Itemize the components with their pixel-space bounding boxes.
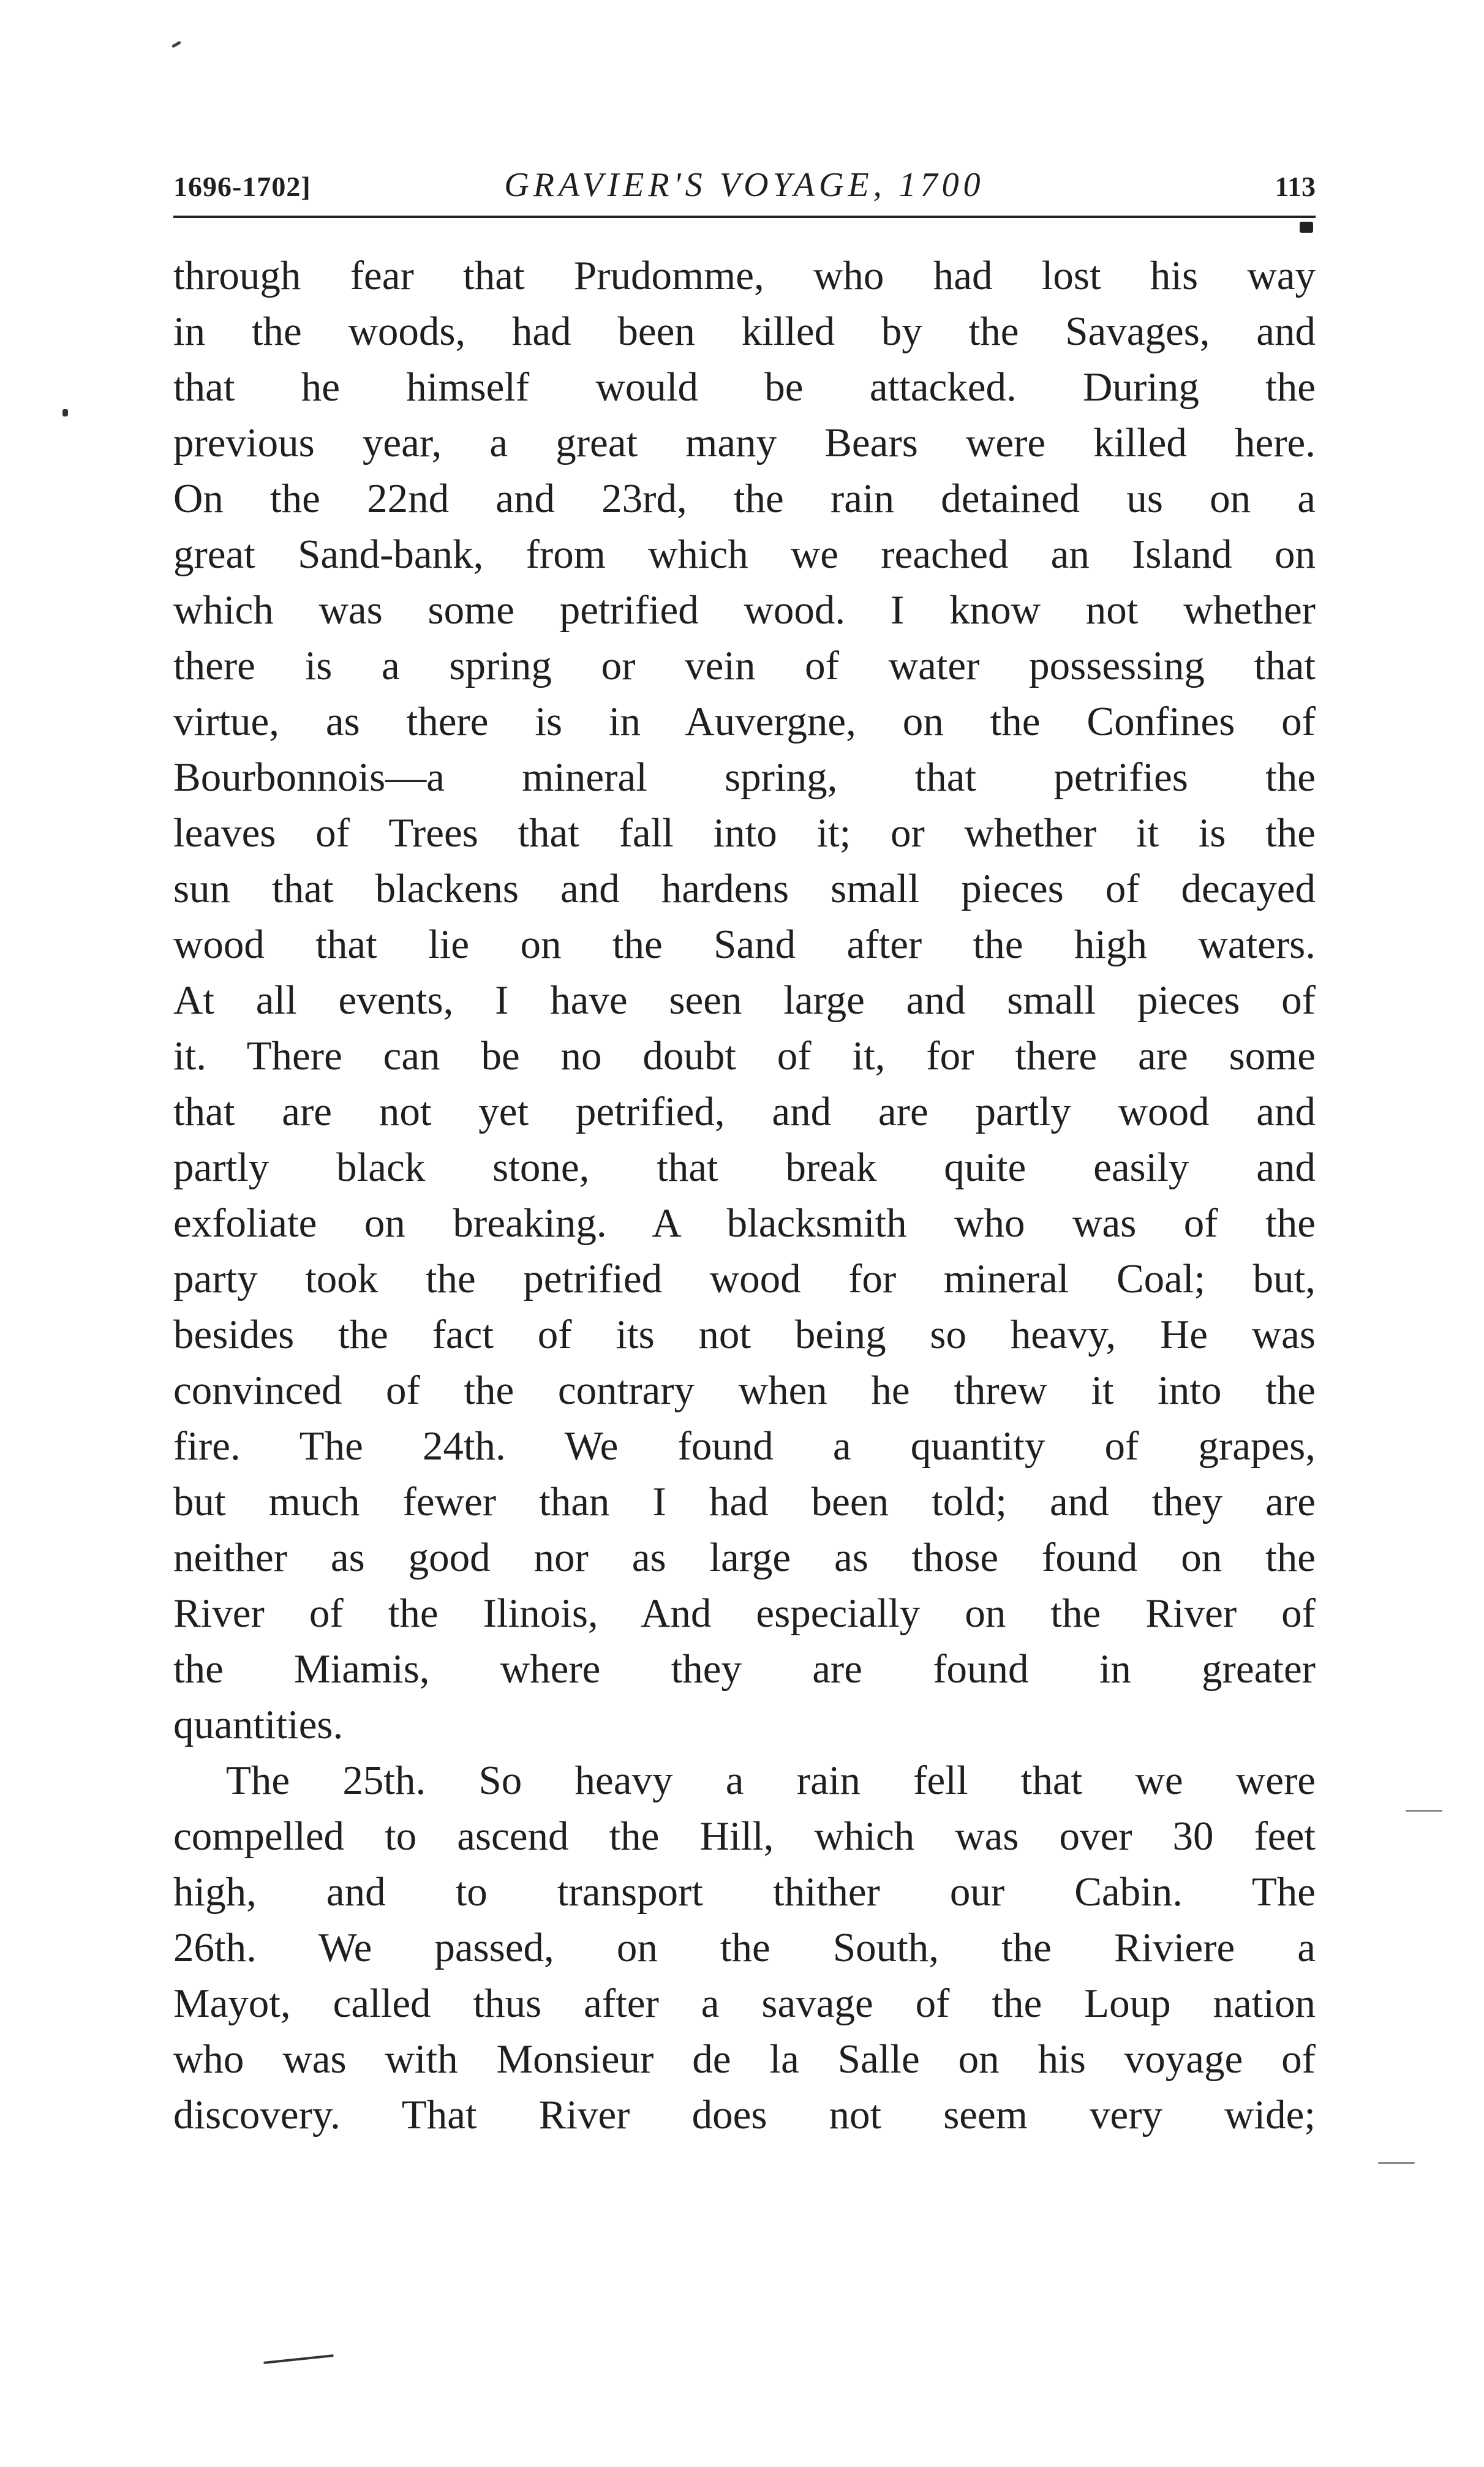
- text-line: Bourbonnois—a mineral spring, that petrifies the: [173, 755, 1316, 800]
- text-line: but much fewer than I had been told; and they are: [173, 1479, 1316, 1524]
- text-line: besides the fact of its not being so heavy, He was: [173, 1312, 1316, 1357]
- text-line: wood that lie on the Sand after the high waters.: [173, 922, 1316, 967]
- text-line: sun that blackens and hardens small pieces of decayed: [173, 866, 1316, 911]
- running-head-date-range: 1696-1702]: [173, 171, 311, 202]
- scan-speck: [62, 409, 68, 416]
- running-head: [173, 157, 1316, 206]
- text-line: convinced of the contrary when he threw it into the: [173, 1368, 1316, 1413]
- text-line: there is a spring or vein of water possessing that: [173, 643, 1316, 688]
- body-text: [173, 248, 1316, 2143]
- page-number: 113: [1275, 171, 1316, 202]
- text-line: fire. The 24th. We found a quantity of grapes,: [173, 1423, 1316, 1469]
- text-line: leaves of Trees that fall into it; or whether it is the: [173, 810, 1316, 856]
- text-line: it. There can be no doubt of it, for there are some: [173, 1033, 1316, 1079]
- scan-speck: [1378, 2162, 1415, 2164]
- text-line: that are not yet petrified, and are partly wood and: [173, 1089, 1316, 1134]
- text-line: which was some petrified wood. I know not whether: [173, 587, 1316, 633]
- text-line: discovery. That River does not seem very wide;: [173, 2092, 1316, 2137]
- text-line: previous year, a great many Bears were killed here.: [173, 420, 1316, 465]
- text-line: quantities.: [173, 1702, 344, 1747]
- text-line: party took the petrified wood for mineral Coal; but,: [173, 1256, 1316, 1301]
- text-line: The 25th. So heavy a rain fell that we were: [226, 1758, 1316, 1803]
- text-line: high, and to transport thither our Cabin. The: [173, 1869, 1316, 1915]
- text-line: On the 22nd and 23rd, the rain detained us on a: [173, 476, 1316, 521]
- text-line: in the woods, had been killed by the Savages, and: [173, 309, 1316, 354]
- text-line: through fear that Prudomme, who had lost his way: [173, 253, 1316, 298]
- text-line: At all events, I have seen large and small pieces of: [173, 977, 1316, 1023]
- running-head-title: GRAVIER'S VOYAGE, 1700: [504, 166, 985, 204]
- scan-speck: [1406, 1810, 1442, 1812]
- text-line: partly black stone, that break quite easily and: [173, 1145, 1316, 1190]
- text-line: Mayot, called thus after a savage of the Loup nation: [173, 1981, 1316, 2026]
- scan-speck: [171, 40, 181, 48]
- text-line: great Sand-bank, from which we reached an Island on: [173, 532, 1316, 577]
- text-line: exfoliate on breaking. A blacksmith who was of the: [173, 1200, 1316, 1246]
- text-line: 26th. We passed, on the South, the Riviere a: [173, 1925, 1316, 1970]
- text-line: compelled to ascend the Hill, which was over 30 feet: [173, 1814, 1316, 1859]
- text-line: that he himself would be attacked. During the: [173, 364, 1316, 410]
- scan-speck: [1300, 222, 1313, 233]
- text-line: the Miamis, where they are found in greater: [173, 1646, 1316, 1692]
- text-line: neither as good nor as large as those found on the: [173, 1535, 1316, 1580]
- header-rule: [173, 216, 1316, 218]
- text-line: who was with Monsieur de la Salle on his voyage of: [173, 2036, 1316, 2082]
- text-line: virtue, as there is in Auvergne, on the Confines of: [173, 699, 1316, 744]
- text-line: River of the Ilinois, And especially on the River of: [173, 1591, 1316, 1636]
- scan-speck: [263, 2354, 334, 2364]
